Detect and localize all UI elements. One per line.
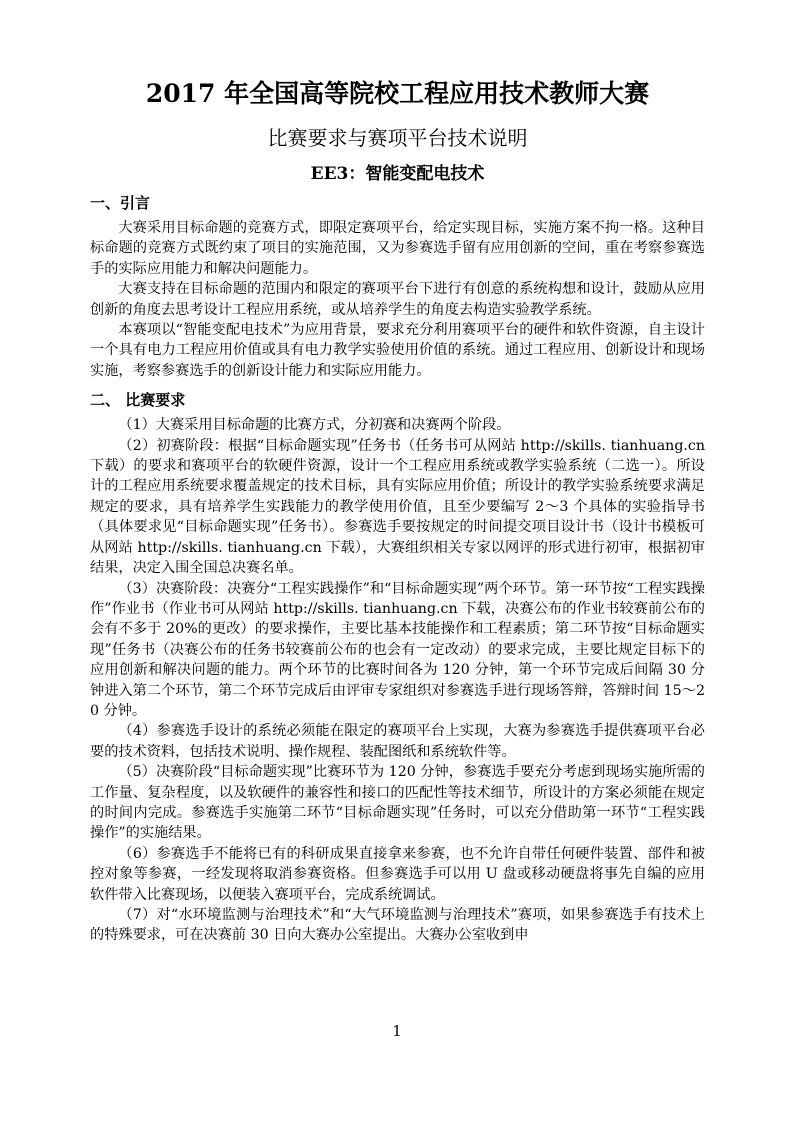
paragraph: （6）参赛选手不能将已有的科研成果直接拿来参赛，也不允许自带任何硬件装置、部件和被控对象等参赛，一经发现将取消参赛资格。但参赛选手可以用 U 盘或移动硬盘将事先自编的应用软件带入比赛现场，以便装入赛项平台，完成系统调试。: [90, 845, 705, 903]
paragraph: （7）对“水环境监测与治理技术”和“大气环境监测与治理技术”赛项，如果参赛选手有技术上的特殊要求，可在决赛前 30 日向大赛办公室提出。大赛办公室收到申: [90, 907, 705, 944]
paragraph: 大赛支持在目标命题的范围内和限定的赛项平台下进行有创意的系统构想和设计，鼓励从应用创新的角度去思考设计工程应用系统，或从培养学生的角度去构造实验教学系统。: [90, 281, 705, 318]
paragraph: （4）参赛选手设计的系统必须能在限定的赛项平台上实现，大赛为参赛选手提供赛项平台必要的技术资料，包括技术说明、操作规程、装配图纸和系统软件等。: [90, 723, 705, 760]
paragraph: （5）决赛阶段“目标命题实现”比赛环节为 120 分钟，参赛选手要充分考虑到现场实施所需的工作量、复杂程度，以及软硬件的兼容性和接口的匹配性等技术细节，所设计的方案必须能在规定的时间内完成。参赛选手实施第二环节“目标命题实现”任务时，可以充分借助第一环节“工程实践操作”的实施结果。: [90, 764, 705, 842]
paragraph: （1）大赛采用目标命题的比赛方式，分初赛和决赛两个阶段。: [118, 417, 511, 434]
document-page: [90, 78, 705, 946]
event-title: EE3：智能变配电技术: [310, 164, 485, 184]
section-heading-requirements: 二、 比赛要求: [90, 391, 186, 410]
paragraph: 本赛项以“智能变配电技术”为应用背景，要求充分利用赛项平台的硬件和软件资源，自主设计一个具有电力工程应用价值或具有电力教学实验使用价值的系统。通过工程应用、创新设计和现场实施，考察参赛选手的创新设计能力和实际应用能力。: [90, 322, 705, 379]
page-number: 1: [392, 1022, 402, 1040]
page-subtitle: 比赛要求与赛项平台技术说明: [267, 126, 528, 150]
page-title: 2017 年全国高等院校工程应用技术教师大赛: [145, 79, 650, 108]
paragraph: （2）初赛阶段：根据“目标命题实现”任务书（任务书可从网站 http://skills. tianhuang.cn 下载）的要求和赛项平台的软硬件资源，设计一个工程应用系统或教学实验系统（二选一）。所设计的工程应用系统要求覆盖规定的技术目标，具有实际应用价值；所设计的教学实验系统要求满足规定的要求，具有培养学生实践能力的教学使用价值，且至少要编写 2～3 个具体的实验指导书（具体要求见“目标命题实现”任务书）。参赛选手要按规定的时间提交项目设计书（设计书模板可从网站 http://skills. tianhuang.cn 下载），大赛组织相关专家以网评的形式进行初审，根据初审结果，决定入围全国总决赛名单。: [90, 437, 705, 577]
paragraph: 大赛采用目标命题的竞赛方式，即限定赛项平台，给定实现目标，实施方案不拘一格。这种目标命题的竞赛方式既约束了项目的实施范围，又为参赛选手留有应用创新的空间，重在考察参赛选手的实际应用能力和解决问题能力。: [90, 220, 705, 277]
section-heading-intro: 一、引言: [90, 194, 151, 212]
paragraph: （3）决赛阶段：决赛分“工程实践操作”和“目标命题实现”两个环节。第一环节按“工程实践操作”作业书（作业书可从网站 http://skills. tianhuang.cn 下载，决赛公布的作业书较赛前公布的会有不多于 20%的更改）的要求操作，主要比基本技能操作和工程素质；第二环节按“目标命题实现”任务书（决赛公布的任务书较赛前公布的也会有一定改动）的要求完成，主要比规定目标下的应用创新和解决问题的能力。两个环节的比赛时间各为 120 分钟，第一个环节完成后间隔 30 分钟进入第二个环节，第二个环节完成后由评审专家组织对参赛选手进行现场答辩，答辩时间 15～20 分钟。: [90, 580, 705, 719]
